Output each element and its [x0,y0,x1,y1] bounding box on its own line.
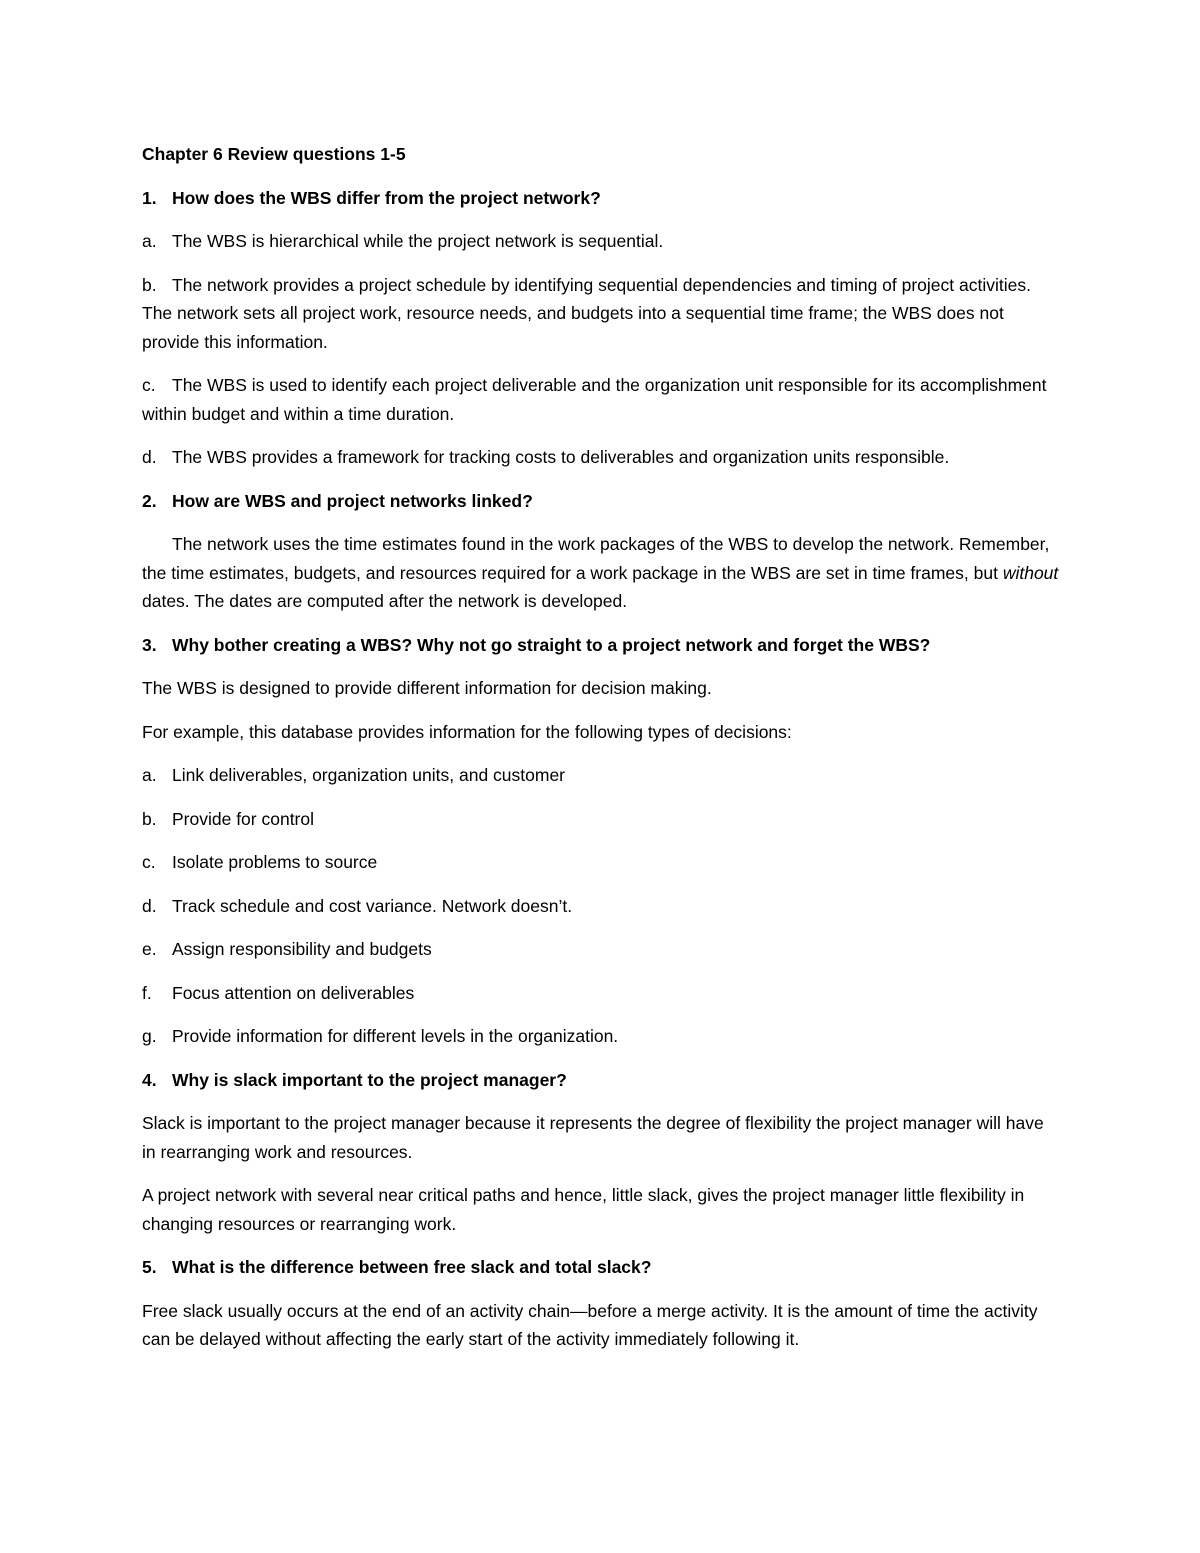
q1-answer-b [142,271,1062,357]
q3-item-d [142,892,1062,921]
q3-item-b-marker: b. [142,808,157,829]
q2-answer-part1: The network uses the time estimates found in the work packages of the WBS to develop the network. Remember, the time estimates, budgets, and resources required for a work package in the WBS are set in time frames, but [142,534,1050,583]
q1-answer-a [142,227,1062,256]
q3-item-f-text: Focus attention on deliverables [172,982,415,1003]
q1-answer-c [142,371,1062,428]
question-4 [142,1066,1062,1095]
q1-answer-a-marker: a. [142,231,157,251]
q1-answer-b-marker: b. [142,274,157,295]
q3-item-c [142,848,1062,877]
q3-item-a-text: Link deliverables, organization units, and customer [172,765,565,785]
q3-intro-1: The WBS is designed to provide different information for decision making. [142,678,712,698]
q3-intro-2: For example, this database provides information for the following types of decisions: [142,721,792,742]
q3-item-e-text: Assign responsibility and budgets [172,939,432,959]
q3-item-d-text: Track schedule and cost variance. Network doesn’t. [172,895,573,916]
q2-answer-emphasis: without [1002,562,1059,583]
q3-item-b-text: Provide for control [172,808,315,829]
q3-item-d-marker: d. [142,895,157,916]
q3-item-g-marker: g. [142,1026,157,1046]
q3-item-c-marker: c. [142,852,156,872]
q3-item-e-marker: e. [142,939,157,959]
q1-answer-d-text: The WBS provides a framework for tracking costs to deliverables and organization units responsible. [172,447,950,467]
q1-answer-a-text: The WBS is hierarchical while the project network is sequential. [172,231,664,251]
question-1-number: 1. [142,187,157,208]
document-title: Chapter 6 Review questions 1-5 [142,144,406,164]
q1-answer-d [142,443,1062,472]
q3-item-a-marker: a. [142,765,157,785]
q3-item-f [142,979,1062,1008]
q3-item-c-text: Isolate problems to source [172,852,378,872]
q5-paragraph-1: Free slack usually occurs at the end of an activity chain—before a merge activity. It is the amount of time the activity can be delayed without affecting the early start of the activity immediately following it. [142,1300,1038,1349]
question-2 [142,487,1062,516]
q3-item-g-text: Provide information for different levels in the organization. [172,1026,619,1046]
q1-answer-c-text: The WBS is used to identify each project deliverable and the organization unit responsible for its accomplishment within budget and within a time duration. [142,375,1047,424]
q4-paragraph-1: Slack is important to the project manager because it represents the degree of flexibility the project manager will have in rearranging work and resources. [142,1113,1044,1162]
q3-item-f-marker: f. [142,982,152,1003]
question-3-text: Why bother creating a WBS? Why not go straight to a project network and forget the WBS? [172,634,931,655]
q3-item-b [142,805,1062,834]
question-3 [142,631,1062,660]
document-page [142,140,1062,1369]
question-3-number: 3. [142,634,157,655]
q3-item-g [142,1022,1062,1051]
q1-answer-b-text: The network provides a project schedule by identifying sequential dependencies and timing of project activities. The network sets all project work, resource needs, and budgets into a sequential time frame; the WBS does not provide this information. [142,274,1031,352]
q2-answer [142,530,1062,616]
question-5-number: 5. [142,1257,157,1277]
q4-paragraph-2: A project network with several near critical paths and hence, little slack, gives the project manager little flexibility in changing resources or rearranging work. [142,1185,1025,1234]
question-5 [142,1253,1062,1282]
question-2-text: How are WBS and project networks linked? [172,490,533,511]
q3-item-a [142,761,1062,790]
question-4-text: Why is slack important to the project manager? [172,1069,567,1090]
q2-answer-part2: dates. The dates are computed after the network is developed. [142,591,628,611]
question-5-text: What is the difference between free slack and total slack? [172,1257,652,1277]
q1-answer-d-marker: d. [142,447,157,467]
question-1 [142,184,1062,213]
q1-answer-c-marker: c. [142,375,156,395]
question-1-text: How does the WBS differ from the project network? [172,187,601,208]
question-2-number: 2. [142,490,157,511]
q3-item-e [142,935,1062,964]
question-4-number: 4. [142,1069,157,1090]
